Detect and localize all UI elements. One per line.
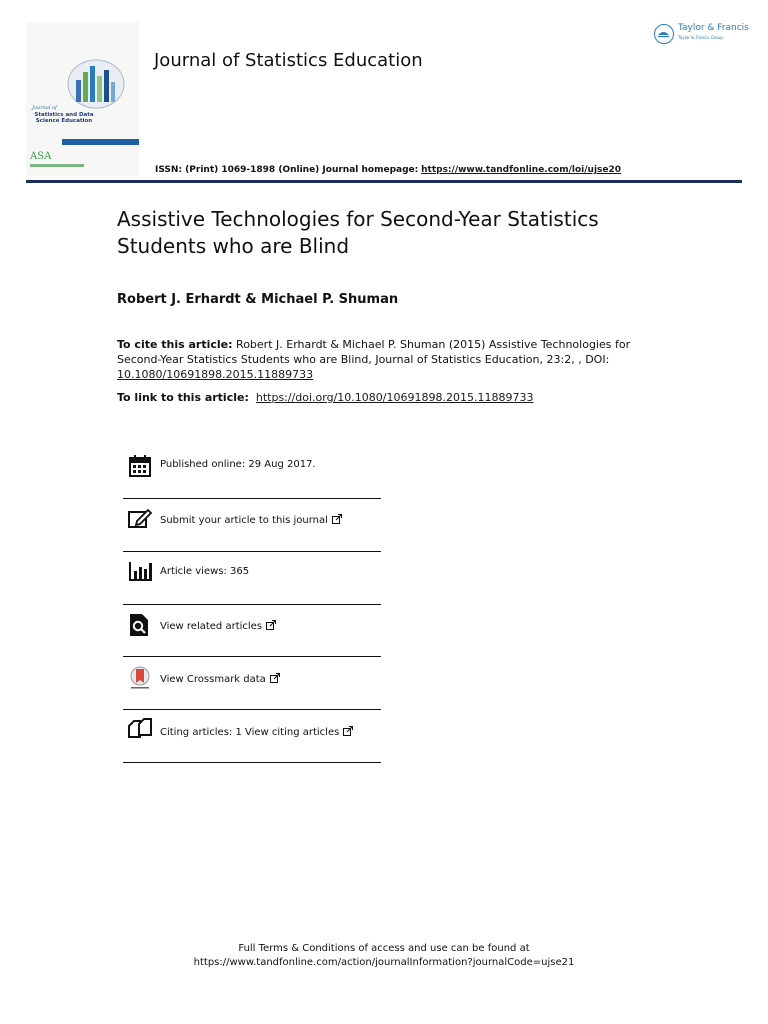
external-link-icon: [270, 673, 280, 683]
publisher-group: Taylor & Francis Group: [678, 35, 723, 40]
link-label: To link to this article:: [117, 391, 249, 404]
article-link-line: [117, 391, 533, 404]
crossmark-icon: [127, 665, 153, 691]
article-title: Assistive Technologies for Second-Year Statistics Students who are Blind: [117, 207, 599, 258]
publisher-logo-icon: [654, 24, 674, 44]
info-divider: [123, 551, 381, 552]
crossmark-link[interactable]: [160, 673, 280, 685]
issn-line: [155, 165, 621, 175]
info-divider: [123, 709, 381, 710]
cover-title-small: Journal of: [32, 105, 57, 111]
header-divider: [26, 180, 742, 183]
asa-logo: ASA: [30, 151, 52, 162]
cite-label: To cite this article:: [117, 338, 233, 351]
cover-title-main: Statistics and Data Science Education: [34, 112, 94, 124]
submit-row[interactable]: [123, 506, 381, 534]
edit-icon: [127, 506, 153, 532]
citing-articles-icon: [127, 717, 153, 743]
citing-row[interactable]: [123, 717, 381, 745]
footer-terms-url[interactable]: https://www.tandfonline.com/action/journalInformation?journalCode=ujse21: [193, 957, 575, 968]
related-articles-link[interactable]: [160, 620, 276, 632]
journal-title: Journal of Statistics Education: [154, 50, 423, 71]
citing-articles-label: Citing articles: 1 View citing articles: [160, 727, 340, 738]
journal-cover-image: [26, 22, 139, 176]
issn-label: ISSN: (Print) 1069-1898 (Online) Journal homepage:: [155, 165, 419, 175]
cite-text: Robert J. Erhardt & Michael P. Shuman (2015) Assistive Technologies for Second-Year Statistics Students who are Blind, Journal of Statistics Education, 23:2, , DOI:: [117, 338, 631, 366]
citing-articles-link[interactable]: [160, 726, 353, 738]
article-authors: Robert J. Erhardt & Michael P. Shuman: [117, 292, 399, 307]
crossmark-row[interactable]: [123, 665, 381, 693]
external-link-icon: [266, 620, 276, 630]
cover-band: [62, 139, 139, 145]
related-articles-icon: [127, 612, 153, 638]
info-divider: [123, 762, 381, 763]
journal-homepage-link[interactable]: https://www.tandfonline.com/loi/ujse20: [421, 165, 622, 175]
crossmark-label: View Crossmark data: [160, 674, 266, 685]
citation-block: [117, 337, 657, 382]
asa-logo-underline: [30, 164, 84, 167]
publisher-name: Taylor & Francis: [678, 23, 749, 33]
external-link-icon: [332, 514, 342, 524]
bar-chart-icon: [127, 559, 153, 585]
article-doi-link[interactable]: https://doi.org/10.1080/10691898.2015.11889733: [255, 391, 534, 404]
published-date: Published online: 29 Aug 2017.: [160, 459, 316, 470]
footer-terms-text: Full Terms & Conditions of access and use can be found at: [238, 943, 530, 954]
calendar-icon: [127, 453, 153, 479]
info-divider: [123, 604, 381, 605]
cover-chart-illustration: [66, 58, 126, 110]
published-row: [123, 453, 381, 481]
cite-doi-link[interactable]: 10.1080/10691898.2015.11889733: [117, 368, 314, 381]
views-row: [123, 559, 381, 587]
related-row[interactable]: [123, 612, 381, 640]
external-link-icon: [343, 726, 353, 736]
article-views: Article views: 365: [160, 566, 250, 577]
info-divider: [123, 498, 381, 499]
related-articles-label: View related articles: [160, 621, 263, 632]
submit-article-label: Submit your article to this journal: [160, 515, 328, 526]
submit-article-link[interactable]: [160, 514, 342, 526]
footer: [0, 942, 768, 970]
info-divider: [123, 656, 381, 657]
publisher-logo[interactable]: [654, 22, 748, 48]
